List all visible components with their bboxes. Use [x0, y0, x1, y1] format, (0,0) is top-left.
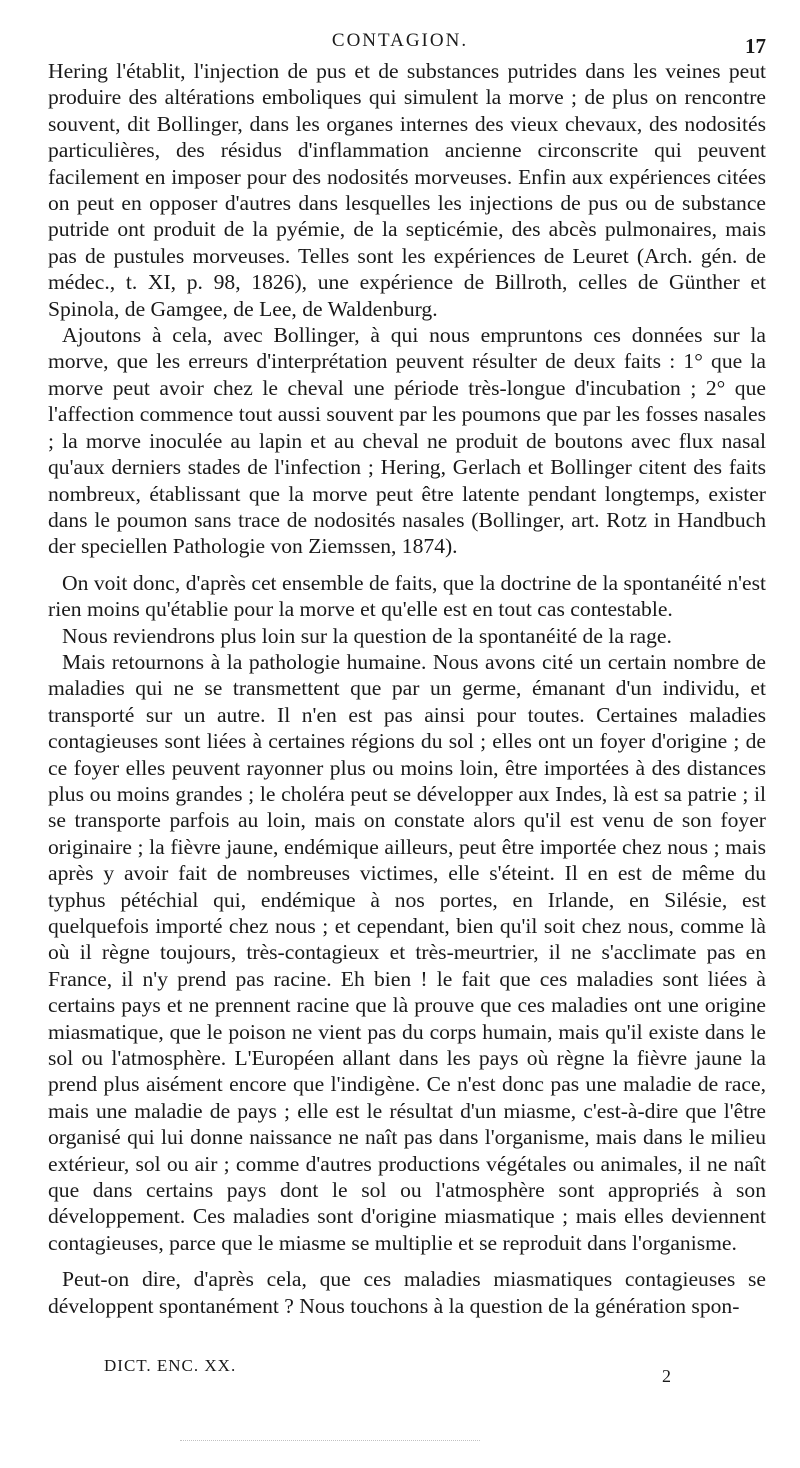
- paragraph-hering: Hering l'établit, l'injection de pus et de substances putrides dans les veines peut produire des altérations emboliques qui simulent la morve ; de plus on rencontre souvent, dit Bollinger, dans les organes internes des vieux chevaux, des nodosités particulières, des résidus d'inflammation ancienne circonscrite qui peuvent facilement en imposer pour des nodosités morveuses. Enfin aux expériences citées on peut en opposer d'autres dans lesquelles les injections de pus ou de substance putride ont produit de la pyémie, de la septicémie, des abcès pulmonaires, mais pas de pustules morveuses. Telles sont les expériences de Leuret (Arch. gén. de médec., t. XI, p. 98, 1826), une expérience de Billroth, celles de Günther et Spinola, de Gamgee, de Lee, de Waldenburg.: [48, 59, 766, 321]
- paragraph-bollinger: Ajoutons à cela, avec Bollinger, à qui nous empruntons ces données sur la morve, que les erreurs d'interprétation peuvent résulter de deux faits : 1° que la morve peut avoir chez le cheval une période très-longue d'incubation ; 2° que l'affection commence tout aussi souvent par les poumons que par les fosses nasales ; la morve inoculée au lapin et au cheval ne produit de boutons avec flux nasal qu'aux derniers stades de l'infection ; Hering, Gerlach et Bollinger citent des faits nombreux, établissant que la morve peut être latente pendant longtemps, exister dans le poumon sans trace de nodosités nasales (Bollinger, art. Rotz in Handbuch der speciellen Pathologie von Ziemssen, 1874).: [48, 323, 766, 559]
- page-number: 17: [745, 34, 766, 58]
- running-head: [0, 30, 800, 60]
- paragraph-generation-spontanee: Peut-on dire, d'après cela, que ces maladies miasmatiques contagieuses se développent spontanément ? Nous touchons à la question de la génération spon-: [48, 1267, 766, 1318]
- scan-specks: [180, 1440, 480, 1443]
- paragraph-spontaneite-morve: On voit donc, d'après cet ensemble de faits, que la doctrine de la spontanéité n'est rien moins qu'établie pour la morve et qu'elle est en tout cas contestable.: [48, 570, 766, 622]
- body-text: [48, 58, 766, 1319]
- sheet-number: 2: [662, 1366, 671, 1386]
- running-title: CONTAGION.: [331, 30, 469, 51]
- signature-mark: DICT. ENC. XX.: [104, 1356, 237, 1375]
- page-foot: [0, 1356, 800, 1396]
- paragraph-pathologie-humaine: Mais retournons à la pathologie humaine. Nous avons cité un certain nombre de maladies qui ne se transmettent que par un germe, émanant d'un individu, et transporté sur un autre. Il n'en est pas ainsi pour toutes. Certaines maladies contagieuses sont liées à certaines régions du sol ; elles ont un foyer d'origine ; de ce foyer elles peuvent rayonner plus ou moins loin, être importées à des distances plus ou moins grandes ; le choléra peut se développer aux Indes, là est sa patrie ; il se transporte parfois au loin, mais on constate alors qu'il est venu de son foyer originaire ; la fièvre jaune, endémique ailleurs, peut être importée chez nous ; mais après y avoir fait de nombreuses victimes, elle s'éteint. Il en est de même du typhus pétéchial qui, endémique à nos portes, en Irlande, en Silésie, est quelquefois importé chez nous ; et cependant, bien qu'il soit chez nous, comme là où il règne toujours, très-contagieux et très-meurtrier, il ne s'acclimate pas en France, il n'y prend pas racine. Eh bien ! le fait que ces maladies sont liées à certains pays et ne prennent racine que là prouve que ces maladies ont une origine miasmatique, que le poison ne vient pas du corps humain, mais qu'il existe dans le sol ou l'atmosphère. L'Européen allant dans les pays où règne la fièvre jaune la prend plus aisément encore que l'indigène. Ce n'est donc pas une maladie de race, mais une maladie de pays ; elle est le résultat d'un miasme, c'est-à-dire que l'être organisé qui lui donne naissance ne naît pas dans l'organisme, mais dans le milieu extérieur, sol ou air ; comme d'autres productions végétales ou animales, il ne naît que dans certains pays dont le sol ou l'atmosphère sont appropriés à son développement. Ces maladies sont d'origine miasmatique ; mais elles deviennent contagieuses, parce que le miasme se multiplie et se reproduit dans l'organisme.: [48, 649, 766, 1255]
- paragraph-rage: Nous reviendrons plus loin sur la question de la spontanéité de la rage.: [62, 623, 672, 648]
